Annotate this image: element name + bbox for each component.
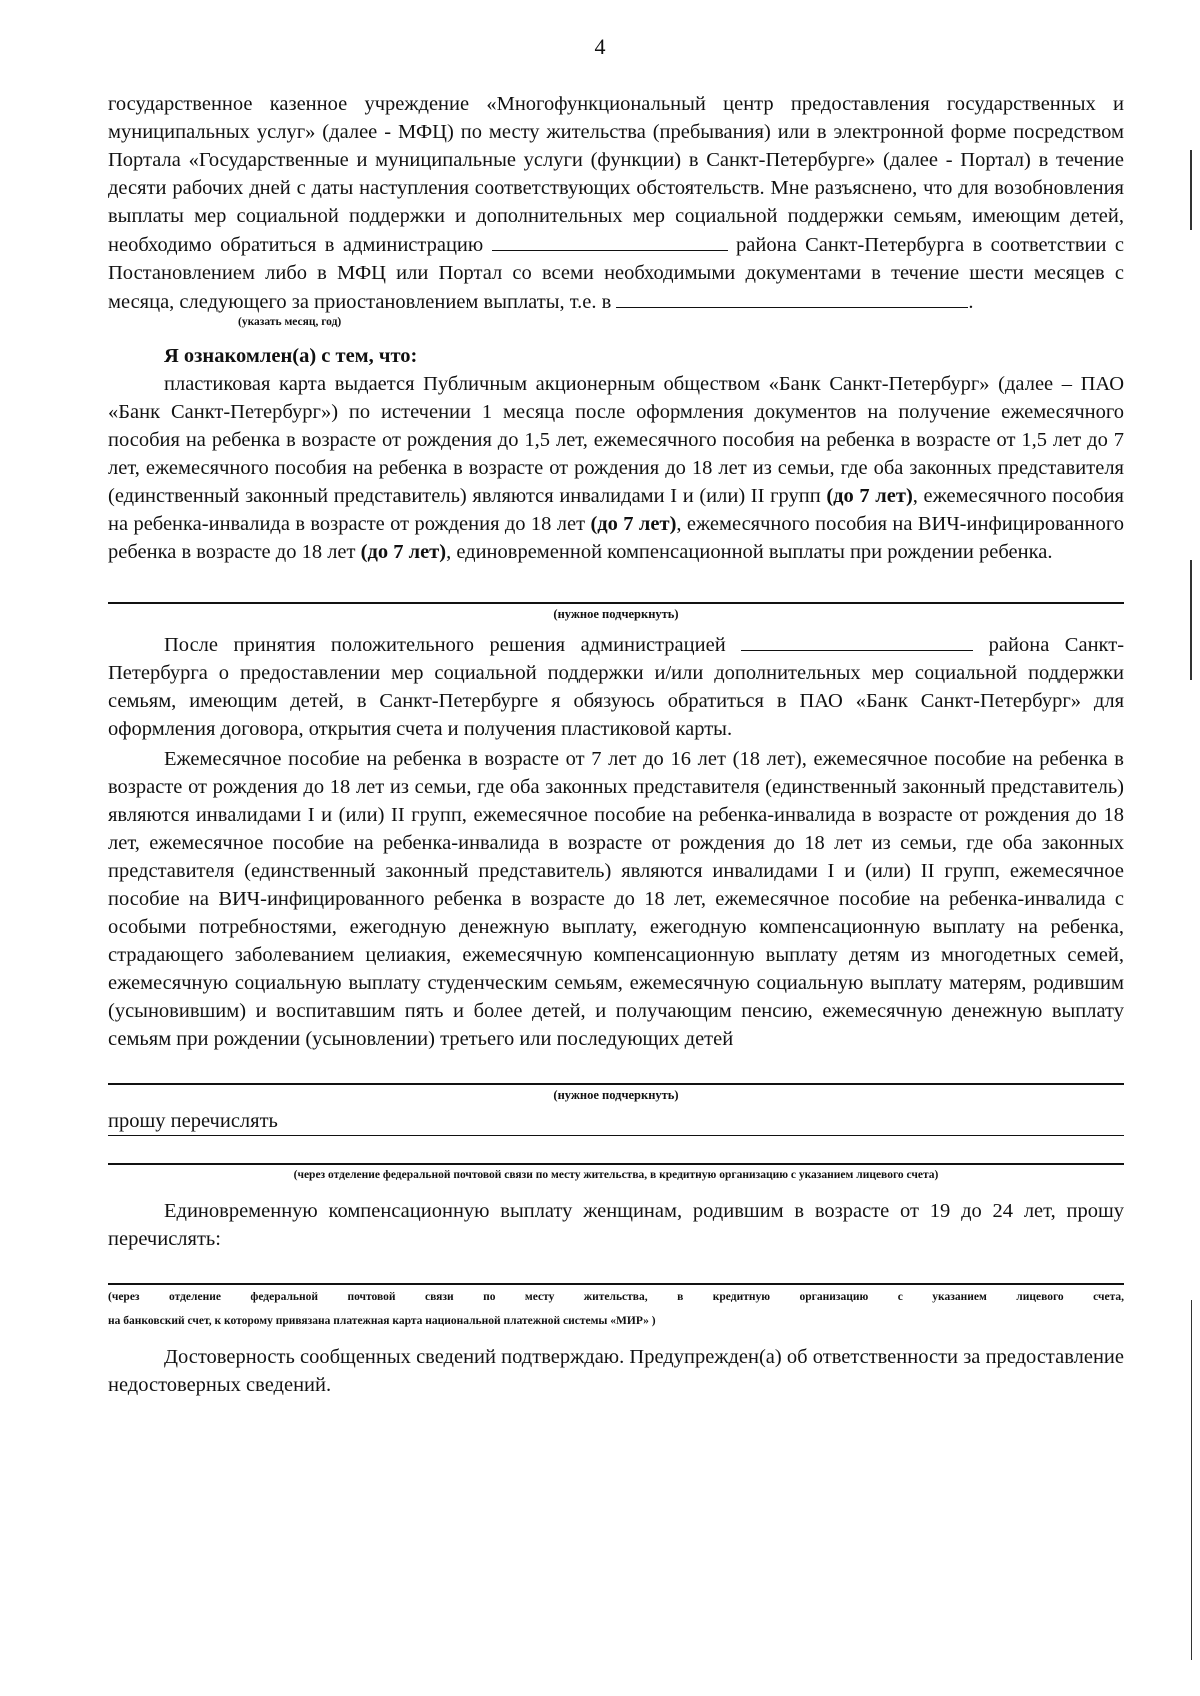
card-info-text-1: пластиковая карта выдается Публичным акционерным обществом «Банк Санкт-Петербург» (далее – ПАО «Банк Санкт-Петербург») по истечении 1 месяца после оформления документов на получение ежемесячного пособия на ребенка в возрасте от рождения до 1,5 лет, ежемесячного пособия на ребенка в возрасте от 1,5 лет до 7 лет, ежемесячного пособия на ребенка в возрасте от рождения до 18 лет из семьи, где оба законных представителя (единственный законный представитель) являются инвалидами I и (или) II групп [108,373,1124,507]
scan-edge-mark [1191,1300,1192,1660]
card-info-bold-2: (до 7 лет) [590,513,677,535]
after-decision-rest: района Санкт-Петербурга о предоставлении мер социальной поддержки и/или дополнительных мер социальной поддержки семьям, имеющим детей, в Санкт-Петербурге я обязуюсь обратиться в ПАО «Банк Санкт-Петербург» для оформления договора, открытия счета и получения пластиковой карты. [108,634,1125,740]
scan-edge-mark [1190,150,1192,230]
monthly-underline-rule[interactable] [108,1083,1124,1085]
mfc-text-continued: района Санкт-Петербурга в соответствии с Постановлением либо в МФЦ или Портал со всеми необходимыми документами в течение шести месяцев с месяца, следующего за приостановлением выплаты, т.е. в [108,234,1124,313]
paragraph-after-decision [108,630,1124,743]
underline-caption: (нужное подчеркнуть) [553,607,679,621]
underline-rule[interactable] [108,602,1124,604]
transfer-method-field[interactable] [108,1135,1124,1136]
lump-sum-transfer-field[interactable] [108,1283,1124,1285]
month-year-caption: (указать месяц, год) [238,316,342,328]
administration-blank-field[interactable] [741,630,973,651]
document-body [108,90,1124,1399]
transfer-request-label: прошу перечислять [108,1110,278,1132]
lump-sum-caption-line-2: на банковский счет, к которому привязана платежная карта национальной платежной системы «МИР» ) [108,1315,656,1327]
card-info-bold-1: (до 7 лет) [826,485,913,507]
lump-sum-caption-line-1: (через отделение федеральной почтовой связи по месту жительства, в кредитную организацию с указанием лицевого счета, [108,1291,1124,1303]
month-year-blank-field[interactable] [616,287,968,308]
card-info-text-4: , единовременной компенсационной выплаты при рождении ребенка. [446,541,1053,563]
paragraph-confirmation: Достоверность сообщенных сведений подтверждаю. Предупрежден(а) об ответственности за предоставление недостоверных сведений. [108,1346,1124,1396]
card-info-bold-3: (до 7 лет) [360,541,447,563]
district-blank-field[interactable] [492,230,728,251]
period-mark: . [968,291,974,313]
scan-edge-mark [1190,560,1192,680]
paragraph-monthly-benefits: Ежемесячное пособие на ребенка в возрасте от 7 лет до 16 лет (18 лет), ежемесячное пособие на ребенка в возрасте от рождения до 18 лет из семьи, где оба законных представителя (единственный законный представитель) являются инвалидами I и (или) II групп, ежемесячное пособие на ребенка-инвалида в возрасте от рождения до 18 лет, ежемесячное пособие на ребенка-инвалида в возрасте от рождения до 18 лет из семьи, где оба законных представителя (единственный законный представитель) являются инвалидами I и (или) II групп, ежемесячное пособие на ВИЧ-инфицированного ребенка в возрасте до 18 лет, ежемесячное пособие на ребенка-инвалида с особыми потребностями, ежегодную денежную выплату, ежегодную компенсационную выплату на ребенка, страдающего заболеванием целиакия, ежемесячную компенсационную выплату детям из многодетных семей, ежемесячную социальную выплату студенческим семьям, ежемесячную социальную выплату матерям, родившим (усыновившим) и воспитавшим пять и более детей, и получающим пенсию, ежемесячную денежную выплату семьям при рождении (усыновлении) третьего или последующих детей [108,748,1124,1050]
after-decision-start: После принятия положительного решения администрацией [164,634,726,656]
paragraph-mfc [108,90,1124,316]
card-info-text-2: , ежемесячного пособия на ребенка-инвалида в возрасте от рождения до 18 лет [108,485,1124,535]
monthly-underline-caption: (нужное подчеркнуть) [553,1088,679,1102]
page-number: 4 [594,34,606,59]
acquainted-heading: Я ознакомлен(а) с тем, что: [164,345,418,367]
transfer-method-caption: (через отделение федеральной почтовой связи по месту жительства, в кредитную организацию с указанием лицевого счета) [293,1169,939,1181]
card-info-text-3: , ежемесячного пособия на ВИЧ-инфицированного ребенка в возрасте до 18 лет [108,513,1124,563]
mfc-text: государственное казенное учреждение «Многофункциональный центр предоставления государственных и муниципальных услуг» (далее - МФЦ) по месту жительства (пребывания) или в электронной форме посредством Портала «Государственные и муниципальные услуги (функции) в Санкт-Петербурге» (далее - Портал) в течение десяти рабочих дней с даты наступления соответствующих обстоятельств. Мне разъяснено, что для возобновления выплаты мер социальной поддержки и дополнительных мер социальной поддержки семьям, имеющим детей, необходимо обратиться в администрацию [108,93,1124,256]
paragraph-card-info [108,370,1124,566]
paragraph-lump-sum: Единовременную компенсационную выплату женщинам, родившим в возрасте от 19 до 24 лет, прошу перечислять: [108,1200,1124,1250]
transfer-method-rule[interactable] [108,1163,1124,1165]
